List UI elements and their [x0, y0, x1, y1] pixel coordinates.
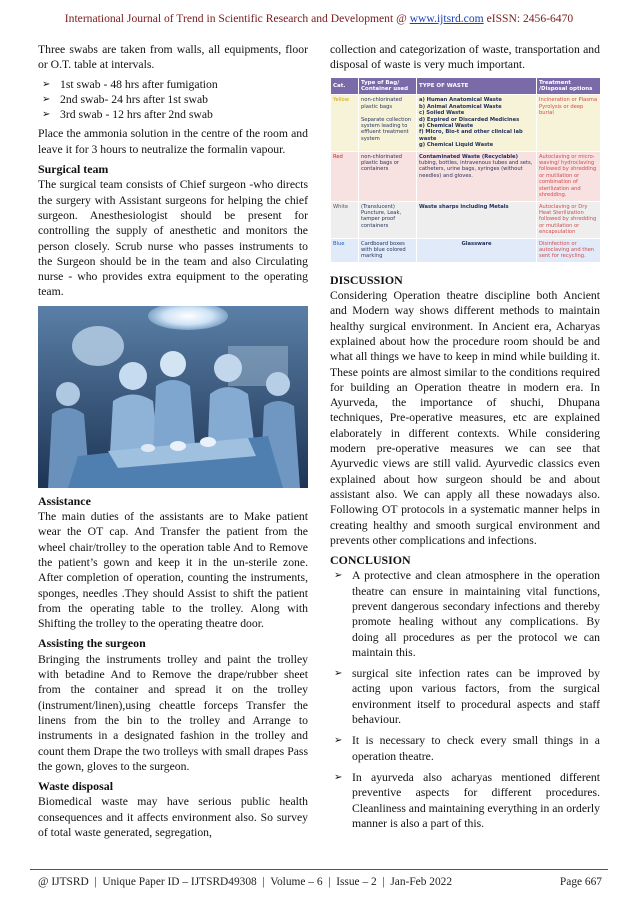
journal-name: International Journal of Trend in Scientific Research and Development @ — [64, 12, 407, 25]
arrow-bullet-icon: ➢ — [334, 735, 343, 747]
treatment-cell: Incineration or Plasma Pyrolysis or deep burial — [537, 95, 601, 151]
bag-cell: non-chlorinated plastic bags or containers — [359, 151, 417, 201]
operating-room-photo — [38, 306, 308, 488]
bag-cell: non-chlorinated plastic bags Separate collection system leading to effluent treatment system — [359, 95, 417, 151]
table-header-cell: Cat. — [331, 77, 359, 95]
table-row — [331, 95, 601, 151]
right-column — [330, 42, 600, 837]
waste-types-cell: a) Human Anatomical Waste b) Animal Anatomical Waste c) Soiled Waste d) Expired or Discarded Medicines e) Chemical Waste f) Micro, Bio-t and other clinical lab waste g) Chemical Liquid Waste — [417, 95, 537, 151]
discussion-heading: DISCUSSION — [330, 272, 403, 287]
bag-cell: Cardboard boxes with blue colored marking — [359, 238, 417, 262]
footer-paper-info: @ IJTSRD | Unique Paper ID – IJTSRD49308 | Volume – 6 | Issue – 2 | Jan-Feb 2022 — [38, 876, 453, 888]
arrow-bullet-icon: ➢ — [42, 93, 51, 105]
arrow-bullet-icon: ➢ — [334, 570, 343, 582]
conclusion-item: ➢ In ayurveda also acharyas mentioned different preventive aspects for different procedures. Cleanliness and maintaining everything in an orderly manner is also a part of this. — [334, 770, 600, 830]
conclusion-item: ➢ surgical site infection rates can be improved by acting upon various factors, from the surgical environment itself to procedural aspects and staff behaviour. — [334, 667, 600, 727]
treatment-cell: Disinfection or autoclaving and then sent for recycling. — [537, 238, 601, 262]
waste-category-table — [330, 77, 601, 263]
waste-disposal-paragraph: Biomedical waste may have serious public health consequences and it affects environment also. So survey of total waste generated, segregation, — [38, 795, 308, 839]
treatment-cell: Autoclaving or micro-waving/ hydroclaving followed by shredding or mutilation or combination of sterilization and shredding. — [537, 151, 601, 201]
bag-cell: (Translucent) Puncture, Leak, tamper proof containers — [359, 201, 417, 238]
table-row — [331, 201, 601, 238]
assisting-surgeon-heading: Assisting the surgeon — [38, 636, 146, 651]
table-header-cell: Treatment /Disposal options — [537, 77, 601, 95]
category-cell: Red — [331, 151, 359, 201]
table-row — [331, 238, 601, 262]
treatment-cell: Autoclaving or Dry Heat Sterilization followed by shredding or mutilation or encapsulation — [537, 201, 601, 238]
swab-list — [38, 77, 308, 123]
table-header-row — [331, 77, 601, 95]
arrow-bullet-icon: ➢ — [42, 78, 51, 90]
conclusion-list — [330, 568, 600, 831]
table-header-cell: TYPE OF WASTE — [417, 77, 537, 95]
arrow-bullet-icon: ➢ — [334, 771, 343, 783]
page-number: Page 667 — [559, 876, 602, 888]
waste-continued-paragraph: collection and categorization of waste, transportation and disposal of waste is very much important. — [330, 43, 600, 72]
left-column — [38, 42, 308, 844]
assistance-heading: Assistance — [38, 493, 91, 508]
journal-website-link[interactable]: www.ijtsrd.com — [409, 12, 484, 25]
conclusion-heading: CONCLUSION — [330, 553, 411, 568]
waste-types-cell: Waste sharps including Metals — [417, 201, 537, 238]
arrow-bullet-icon: ➢ — [334, 668, 343, 680]
arrow-bullet-icon: ➢ — [42, 109, 51, 121]
ammonia-paragraph: Place the ammonia solution in the centre of the room and leave it for 3 hours to neutralize the formalin vapour. — [38, 127, 308, 156]
table-header-cell: Type of Bag/ Container used — [359, 77, 417, 95]
assistance-paragraph: The main duties of the assistants are to Make patient wear the OT cap. And Transfer the patient from the wheel chair/trolley to the operation table And to Remove the patient’s gown and keep it in the un-sterile zone. After completion of operation, counting the instruments, sponges, needles .They should Assist to shift the patient from the operating table to the trolley. Along with Shifting the trolley to the operating theatre door. — [38, 510, 308, 631]
waste-disposal-heading: Waste disposal — [38, 779, 113, 794]
category-cell: Yellow — [331, 95, 359, 151]
swab-item: ➢ 1st swab - 48 hrs after fumigation — [42, 77, 218, 91]
footer-divider — [30, 869, 608, 870]
assisting-surgeon-paragraph: Bringing the instruments trolley and paint the trolley with betadine And to Remove the drape/rubber sheet from the container and spread it on the trolley (instrument/linen),using cheattle forceps Transfer the linens from the bin to the trolley and Arrange to instruments in a designated fashion in the trolley and count them Drape the two trolleys with small drapes Pass the gown, gloves to the surgeon. — [38, 652, 308, 773]
swab-intro: Three swabs are taken from walls, all equipments, floor or O.T. table at intervals. — [38, 43, 308, 72]
swab-item: ➢ 3rd swab - 12 hrs after 2nd swab — [42, 108, 213, 122]
category-cell: Blue — [331, 238, 359, 262]
surgical-team-heading: Surgical team — [38, 162, 109, 177]
category-cell: White — [331, 201, 359, 238]
journal-issn: eISSN: 2456-6470 — [486, 12, 574, 25]
swab-item: ➢ 2nd swab- 24 hrs after 1st swab — [42, 92, 209, 106]
running-header — [0, 12, 638, 25]
conclusion-item: ➢ It is necessary to check every small things in a operation theatre. — [334, 734, 600, 763]
waste-types-cell: Glassware — [417, 238, 537, 262]
surgical-team-paragraph: The surgical team consists of Chief surgeon -who directs the surgery with Assistant surgeons for helping the chief surgeon. Anesthesiologist should be present for controlling the supply of anesthetic and monitors the person closely. Scrub nurse who passes instruments to the Surgeon should be in the team and also Circulating nurse - who provides extra equipment to the operating team. — [38, 178, 308, 299]
table-row — [331, 151, 601, 201]
waste-types-cell: Contaminated Waste (Recyclable) tubing, bottles, intravenous tubes and sets, catheters, urine bags, syringes (without needles) and gloves. — [417, 151, 537, 201]
conclusion-item: ➢ A protective and clean atmosphere in the operation theatre can ensure in maintaining vital functions, prevent dangerous secondary infections and thereby promote healing without any complications. By doing all procedures as per the protocol we can maintain this. — [334, 569, 600, 659]
discussion-paragraph: Considering Operation theatre discipline both Ancient and Modern way shows different methods to maintain healthy surgical environment. In Ancient era, Acharyas explained about how the procedure room should be and what all things we have to keep in mind while building it. These points are almost similar to the conditions required for building an Operation theatre in modern era. In Ayurveda, the importance of shuchi, Dhupana techniques, Pre-operative measures, etc are explained elaborately in different contexts. While considering modern pre-operative measures we can see that Ayurvedic views are still valid. Ayurvedic classics even explained about how surgeon should be and about assistant also. We can apply all these nowadays also. Following OT protocols in a systematic manner helps in creating healthy and smooth surgical environment and prevents other complications and infections. — [330, 289, 600, 547]
